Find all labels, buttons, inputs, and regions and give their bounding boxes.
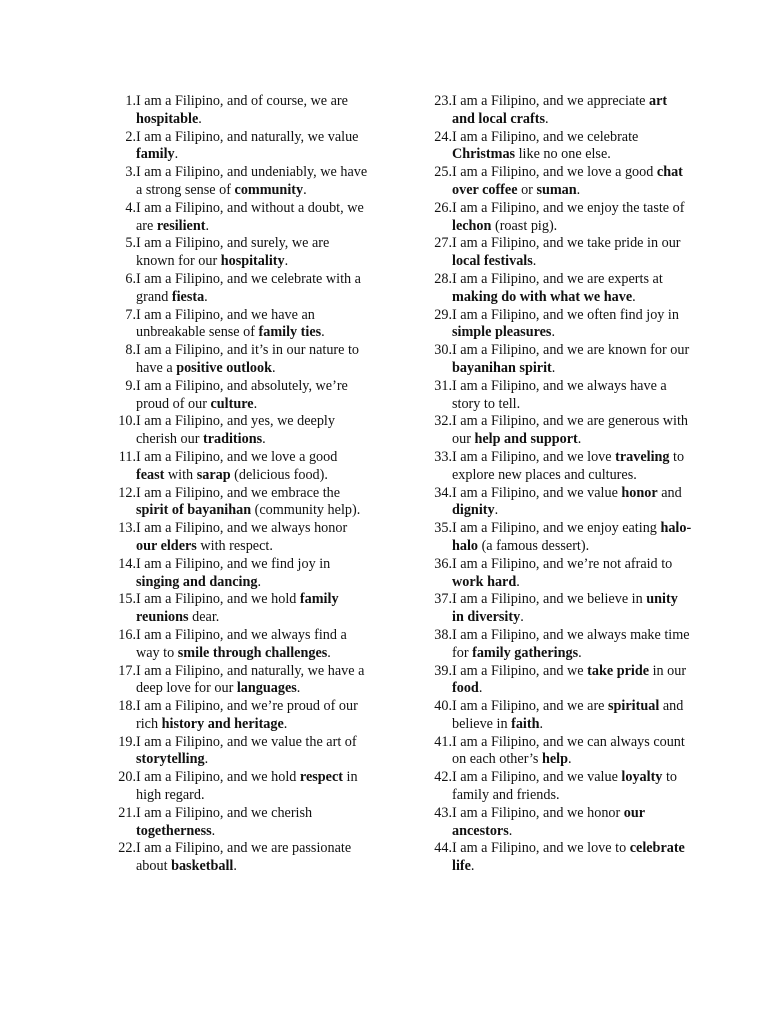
list-item-text xyxy=(136,840,368,876)
bold-phrase: resilient xyxy=(156,217,206,234)
list-item-number: 10. xyxy=(118,413,136,430)
text-run: . xyxy=(632,288,636,305)
list-item xyxy=(422,591,692,627)
list-item-number: 16. xyxy=(118,626,136,643)
list-item-number: 15. xyxy=(118,591,136,608)
list-item-number: 39. xyxy=(434,662,452,679)
text-run: and believe in xyxy=(452,698,684,732)
text-run: . xyxy=(478,680,483,697)
bold-phrase: positive outlook xyxy=(176,359,272,376)
bold-phrase: help and support xyxy=(474,431,578,448)
bold-phrase: singing and dancing xyxy=(136,573,258,590)
text-run: . xyxy=(321,324,325,341)
list-item-text xyxy=(452,93,692,129)
list-item-number: 42. xyxy=(434,769,452,786)
text-run: (roast pig). xyxy=(491,217,558,234)
bold-phrase: spiritual xyxy=(608,698,660,715)
list-item-number: 32. xyxy=(434,413,452,430)
list-item-number: 24. xyxy=(434,128,452,145)
bold-phrase: feast xyxy=(136,466,165,483)
bold-phrase: traditions xyxy=(202,431,263,448)
list-item xyxy=(104,556,374,592)
list-item-text xyxy=(452,449,692,485)
list-item-text xyxy=(452,378,692,414)
list-item-text xyxy=(136,805,368,841)
bold-phrase: hospitable xyxy=(136,110,199,127)
list-item-text xyxy=(452,769,692,805)
list-item-text xyxy=(136,129,368,165)
text-run: to explore new places and cultures. xyxy=(452,448,685,483)
text-run: I am a Filipino, and we appreciate xyxy=(452,93,649,109)
bold-phrase: honor xyxy=(621,484,658,501)
list-item xyxy=(104,449,374,485)
list-item-number: 37. xyxy=(434,591,452,608)
bold-phrase: lechon xyxy=(452,217,492,234)
list-item-text xyxy=(136,307,368,343)
list-item-number: 41. xyxy=(434,733,452,750)
text-run: . xyxy=(283,715,288,732)
bold-phrase: unity in diversity xyxy=(452,591,678,626)
list-item-number: 34. xyxy=(434,484,452,501)
list-item-number: 2. xyxy=(125,128,136,145)
list-item-number: 23. xyxy=(434,93,452,109)
list-item-number: 30. xyxy=(434,342,452,359)
list-item xyxy=(104,520,374,556)
list-item xyxy=(422,413,692,449)
list-item-number: 4. xyxy=(125,199,136,216)
list-item xyxy=(422,449,692,485)
list-item-text xyxy=(136,734,368,770)
text-run: I am a Filipino, and naturally, we value xyxy=(136,128,359,145)
list-item-text xyxy=(452,520,692,556)
list-item xyxy=(104,485,374,521)
list-item-text xyxy=(452,413,692,449)
text-run: I am a Filipino, and we celebrate xyxy=(452,128,639,145)
text-run: . xyxy=(211,822,216,839)
list-item-text xyxy=(452,485,692,521)
bold-phrase: halo-halo xyxy=(452,520,692,554)
bold-phrase: family ties xyxy=(258,324,322,341)
list-item-number: 5. xyxy=(125,235,136,252)
text-run: or xyxy=(517,181,537,198)
list-item-number: 28. xyxy=(434,270,452,287)
text-run: . xyxy=(568,751,572,768)
list-item-number: 20. xyxy=(118,769,136,786)
text-run: I am a Filipino, and we love a good xyxy=(136,448,338,465)
list-item-text xyxy=(136,378,368,414)
list-item-text xyxy=(136,449,368,485)
text-run: . xyxy=(174,146,179,163)
text-run: . xyxy=(327,644,331,661)
list-item-number: 31. xyxy=(434,377,452,394)
text-run: I am a Filipino, and we value xyxy=(452,769,622,786)
text-run: (a famous dessert). xyxy=(478,537,590,554)
bold-phrase: dignity xyxy=(452,502,495,519)
list-item xyxy=(104,93,374,129)
list-item-number: 43. xyxy=(434,804,452,821)
text-run: I am a Filipino, and we are generous with our xyxy=(452,413,688,448)
bold-phrase: family xyxy=(136,146,175,163)
text-run: I am a Filipino, and we are xyxy=(452,698,609,715)
list-item xyxy=(422,235,692,271)
text-run: . xyxy=(253,395,258,412)
list-item-number: 13. xyxy=(118,520,136,537)
list-item xyxy=(422,342,692,378)
list-item-number: 6. xyxy=(125,270,136,287)
text-run: I am a Filipino, and we celebrate with a grand xyxy=(136,270,361,305)
text-run: I am a Filipino, and of course, we are xyxy=(136,93,348,109)
list-item-text xyxy=(136,271,368,307)
text-run: in our xyxy=(649,662,687,679)
list-item-text xyxy=(136,93,368,129)
list-item xyxy=(104,129,374,165)
list-item xyxy=(104,734,374,770)
list-item xyxy=(104,627,374,663)
list-item xyxy=(422,627,692,663)
text-run: I am a Filipino, and we embrace the xyxy=(136,484,341,501)
text-run: I am a Filipino, and we often find joy in xyxy=(452,306,679,323)
list-item xyxy=(104,342,374,378)
text-run: . xyxy=(508,822,513,839)
bold-phrase: our elders xyxy=(136,537,197,554)
list-item-text xyxy=(136,769,368,805)
list-item-number: 19. xyxy=(118,733,136,750)
text-run: I am a Filipino, and we love to xyxy=(452,840,630,857)
text-run: in high regard. xyxy=(136,769,358,804)
list-item-text xyxy=(452,663,692,699)
bold-phrase: storytelling xyxy=(136,751,205,768)
list-item-number: 8. xyxy=(125,342,136,359)
text-run: . xyxy=(516,573,520,590)
text-run: I am a Filipino, and we enjoy eating xyxy=(452,520,661,537)
bold-phrase: family reunions xyxy=(136,591,339,626)
list-item xyxy=(422,485,692,521)
bold-phrase: loyalty xyxy=(621,769,663,786)
text-run: . xyxy=(578,644,582,661)
text-run: I am a Filipino, and absolutely, we’re proud of our xyxy=(136,377,348,412)
list-item xyxy=(422,93,692,129)
bold-phrase: simple pleasures xyxy=(452,324,552,341)
text-run: (community help). xyxy=(251,502,361,519)
list-item xyxy=(104,307,374,343)
list-item xyxy=(104,164,374,200)
list-item xyxy=(104,769,374,805)
text-run: . xyxy=(296,680,301,697)
text-run: (delicious food). xyxy=(230,466,328,483)
text-run: . xyxy=(539,715,544,732)
bold-phrase: community xyxy=(234,181,304,198)
text-run: I am a Filipino, and we hold xyxy=(136,769,300,786)
text-run: . xyxy=(520,609,524,626)
text-run: . xyxy=(545,110,549,127)
list-item-text xyxy=(136,413,368,449)
list-item-text xyxy=(452,200,692,236)
list-item-number: 29. xyxy=(434,306,452,323)
bold-phrase: basketball xyxy=(171,858,234,875)
list-item-text xyxy=(136,164,368,200)
list-item-number: 22. xyxy=(118,840,136,857)
list-item xyxy=(104,698,374,734)
text-run: I am a Filipino, and we xyxy=(452,662,588,679)
list-item-number: 17. xyxy=(118,662,136,679)
bold-phrase: smile through challenges xyxy=(177,644,328,661)
bold-phrase: our ancestors xyxy=(452,804,645,839)
list-item xyxy=(104,840,374,876)
list-item-text xyxy=(452,164,692,200)
text-run: . xyxy=(576,181,581,198)
bold-phrase: respect xyxy=(299,769,343,786)
list-item-text xyxy=(136,698,368,734)
bold-phrase: culture xyxy=(210,395,254,412)
list-item xyxy=(104,378,374,414)
list-item xyxy=(422,556,692,592)
text-run: I am a Filipino, and we can always count on each other’s xyxy=(452,733,685,768)
text-run: . xyxy=(494,502,499,519)
list-item-text xyxy=(452,734,692,770)
bold-phrase: fiesta xyxy=(171,288,205,305)
list-item xyxy=(104,805,374,841)
list-item-text xyxy=(136,520,368,556)
list-item-text xyxy=(452,129,692,165)
list-item xyxy=(422,520,692,556)
list-item-text xyxy=(136,556,368,592)
text-run: I am a Filipino, and we are known for our xyxy=(452,342,690,359)
bold-phrase: take pride xyxy=(587,662,650,679)
bold-phrase: traveling xyxy=(615,448,670,465)
text-run: . xyxy=(257,573,261,590)
text-run: . xyxy=(284,253,289,270)
list-item xyxy=(422,769,692,805)
list-item-number: 1. xyxy=(125,93,136,109)
text-run: and xyxy=(657,484,682,501)
text-run: with respect. xyxy=(196,537,273,554)
list-item-number: 9. xyxy=(125,377,136,394)
text-run: I am a Filipino, and we have an unbreakable sense of xyxy=(136,306,315,341)
bold-phrase: making do with what we have xyxy=(452,288,633,305)
text-run: I am a Filipino, and without a doubt, we are xyxy=(136,199,364,234)
text-run: I am a Filipino, and we cherish xyxy=(136,804,313,821)
text-run: I am a Filipino, and naturally, we have a deep love for our xyxy=(136,662,365,697)
text-run: I am a Filipino, and we always have a story to tell. xyxy=(452,377,667,412)
text-run: with xyxy=(164,466,197,483)
text-run: . xyxy=(204,288,208,305)
list-item xyxy=(422,378,692,414)
text-run: . xyxy=(470,858,475,875)
list-item-number: 18. xyxy=(118,698,136,715)
text-run: to family and friends. xyxy=(452,769,677,804)
text-run: . xyxy=(532,253,537,270)
list-item-number: 26. xyxy=(434,199,452,216)
list-item-text xyxy=(452,805,692,841)
list-item-text xyxy=(136,235,368,271)
text-run: like no one else. xyxy=(515,146,611,163)
list-item-text xyxy=(452,342,692,378)
list-item-number: 7. xyxy=(125,306,136,323)
list-item xyxy=(104,200,374,236)
text-run: . xyxy=(262,431,266,448)
text-run: I am a Filipino, and surely, we are known for our xyxy=(136,235,330,270)
list-item xyxy=(422,663,692,699)
text-run: I am a Filipino, and we take pride in our xyxy=(452,235,681,252)
text-run: . xyxy=(205,217,210,234)
text-run: I am a Filipino, and we believe in xyxy=(452,591,647,608)
bold-phrase: celebrate life xyxy=(452,840,685,875)
text-run: I am a Filipino, and we love xyxy=(452,448,616,465)
list-item xyxy=(422,734,692,770)
list-item xyxy=(104,235,374,271)
text-run: . xyxy=(198,110,202,127)
list-item-text xyxy=(452,627,692,663)
bold-phrase: spirit of bayanihan xyxy=(136,502,252,519)
text-run: . xyxy=(577,431,582,448)
bold-phrase: sarap xyxy=(196,466,231,483)
list-column-left xyxy=(104,93,374,876)
list-item-text xyxy=(452,307,692,343)
text-run: . xyxy=(551,359,556,376)
bold-phrase: hospitality xyxy=(220,253,285,270)
bold-phrase: help xyxy=(541,751,568,768)
list-item-number: 36. xyxy=(434,555,452,572)
bold-phrase: togetherness xyxy=(136,822,212,839)
text-run: . xyxy=(233,858,237,875)
list-item-text xyxy=(452,840,692,876)
text-run: I am a Filipino, and yes, we deeply cherish our xyxy=(136,413,335,448)
bold-phrase: family gatherings xyxy=(472,644,579,661)
list-item-text xyxy=(452,556,692,592)
bold-phrase: languages xyxy=(236,680,297,697)
list-item xyxy=(422,129,692,165)
bold-phrase: Christmas xyxy=(452,146,516,163)
text-run: I am a Filipino, and we honor xyxy=(452,804,624,821)
bold-phrase: faith xyxy=(511,715,540,732)
list-item-number: 11. xyxy=(118,448,136,465)
list-item xyxy=(422,164,692,200)
list-item-number: 3. xyxy=(125,164,136,181)
text-run: I am a Filipino, and we’re proud of our rich xyxy=(136,698,358,732)
text-run: I am a Filipino, and we always find a way to xyxy=(136,626,347,661)
list-item xyxy=(422,271,692,307)
bold-phrase: history and heritage xyxy=(161,715,284,732)
text-run: I am a Filipino, and we enjoy the taste of xyxy=(452,199,685,216)
list-item-text xyxy=(136,627,368,663)
list-item-text xyxy=(452,591,692,627)
list-item-text xyxy=(136,663,368,699)
bold-phrase: art and local crafts xyxy=(452,93,668,127)
list-item-number: 35. xyxy=(434,520,452,537)
text-run: I am a Filipino, and it’s in our nature to have a xyxy=(136,342,360,376)
text-run: I am a Filipino, and we value xyxy=(452,484,622,501)
text-run: I am a Filipino, and we always honor xyxy=(136,520,348,537)
text-run: . xyxy=(271,359,276,376)
list-column-right xyxy=(422,93,692,876)
list-item xyxy=(104,413,374,449)
list-item-number: 38. xyxy=(434,626,452,643)
list-item xyxy=(422,307,692,343)
text-run: . xyxy=(204,751,209,768)
text-run: I am a Filipino, and we value the art of xyxy=(136,733,357,750)
text-run: dear. xyxy=(188,609,220,626)
list-item-number: 14. xyxy=(118,555,136,572)
list-item-text xyxy=(136,591,368,627)
text-run: I am a Filipino, and we love a good xyxy=(452,164,657,181)
list-item-text xyxy=(452,271,692,307)
list-item xyxy=(422,698,692,734)
list-item-number: 25. xyxy=(434,164,452,181)
text-run: I am a Filipino, and we are experts at xyxy=(452,270,663,287)
list-item xyxy=(422,805,692,841)
list-item-text xyxy=(136,200,368,236)
list-item xyxy=(422,200,692,236)
list-item-number: 27. xyxy=(434,235,452,252)
list-item xyxy=(422,840,692,876)
bold-phrase: chat over coffee xyxy=(452,164,683,198)
list-item-number: 33. xyxy=(434,448,452,465)
text-run: I am a Filipino, and we’re not afraid to xyxy=(452,555,673,572)
list-item-text xyxy=(452,235,692,271)
list-item-number: 12. xyxy=(118,484,136,501)
text-run: I am a Filipino, and undeniably, we have a strong sense of xyxy=(136,164,368,198)
list-item xyxy=(104,663,374,699)
list-item-number: 21. xyxy=(118,804,136,821)
text-run: I am a Filipino, and we hold xyxy=(136,591,300,608)
list-item-number: 40. xyxy=(434,698,452,715)
bold-phrase: food xyxy=(452,680,479,697)
bold-phrase: local festivals xyxy=(452,253,533,270)
text-run: . xyxy=(303,181,307,198)
text-run: . xyxy=(551,324,555,341)
list-item xyxy=(104,271,374,307)
text-run: I am a Filipino, and we always make time for xyxy=(452,626,690,661)
bold-phrase: bayanihan spirit xyxy=(452,359,552,376)
list-item-text xyxy=(136,342,368,378)
list-item-text xyxy=(452,698,692,734)
bold-phrase: work hard xyxy=(452,573,517,590)
bold-phrase: suman xyxy=(536,181,577,198)
list-item xyxy=(104,591,374,627)
list-item-text xyxy=(136,485,368,521)
list-item-number: 44. xyxy=(434,840,452,857)
text-run: I am a Filipino, and we find joy in xyxy=(136,555,331,572)
text-run: I am a Filipino, and we are passionate about xyxy=(136,840,352,875)
